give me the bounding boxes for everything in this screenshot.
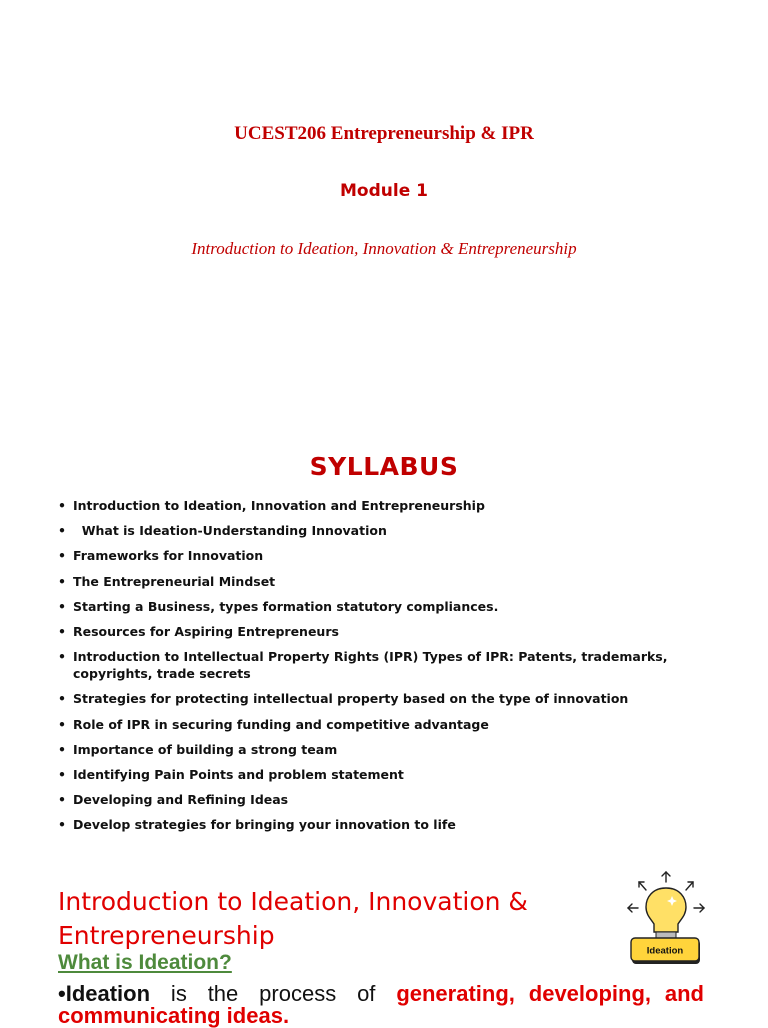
ideation-subheading: What is Ideation? bbox=[58, 951, 232, 974]
syllabus-item: • Strategies for protecting intellectual property based on the type of innovation bbox=[58, 690, 718, 707]
syllabus-list bbox=[58, 497, 718, 841]
course-title: UCEST206 Entrepreneurship & IPR bbox=[234, 123, 534, 144]
syllabus-item: • Importance of building a strong team bbox=[58, 741, 718, 758]
ideation-term: Ideation bbox=[65, 981, 151, 1006]
ideation-definition bbox=[58, 983, 704, 1027]
syllabus-item: • Role of IPR in securing funding and competitive advantage bbox=[58, 716, 718, 733]
definition-highlight: generating, developing, and communicating ideas. bbox=[58, 981, 704, 1028]
module-title: Module 1 bbox=[340, 181, 428, 201]
syllabus-item: • Frameworks for Innovation bbox=[58, 547, 718, 564]
ideation-lightbulb-icon bbox=[622, 866, 710, 970]
definition-text: is the process of bbox=[150, 981, 397, 1006]
syllabus-item: • What is Ideation-Understanding Innovation bbox=[58, 522, 718, 539]
syllabus-item: • Identifying Pain Points and problem statement bbox=[58, 766, 718, 783]
syllabus-item: • Introduction to Ideation, Innovation and Entrepreneurship bbox=[58, 497, 718, 514]
syllabus-item: • Introduction to Intellectual Property Rights (IPR) Types of IPR: Patents, trademarks, copyrights, trade secrets bbox=[58, 648, 718, 682]
module-subtitle: Introduction to Ideation, Innovation & Entrepreneurship bbox=[191, 239, 577, 258]
bullet-mark: • bbox=[58, 981, 66, 1006]
intro-heading: Introduction to Ideation, Innovation & Entrepreneurship bbox=[58, 887, 528, 950]
syllabus-heading: SYLLABUS bbox=[309, 452, 459, 481]
syllabus-item: • The Entrepreneurial Mindset bbox=[58, 573, 718, 590]
syllabus-item: • Starting a Business, types formation statutory compliances. bbox=[58, 598, 718, 615]
ideation-icon-label: Ideation bbox=[646, 945, 684, 957]
syllabus-item: • Developing and Refining Ideas bbox=[58, 791, 718, 808]
syllabus-item: • Develop strategies for bringing your innovation to life bbox=[58, 816, 718, 833]
syllabus-item: • Resources for Aspiring Entrepreneurs bbox=[58, 623, 718, 640]
